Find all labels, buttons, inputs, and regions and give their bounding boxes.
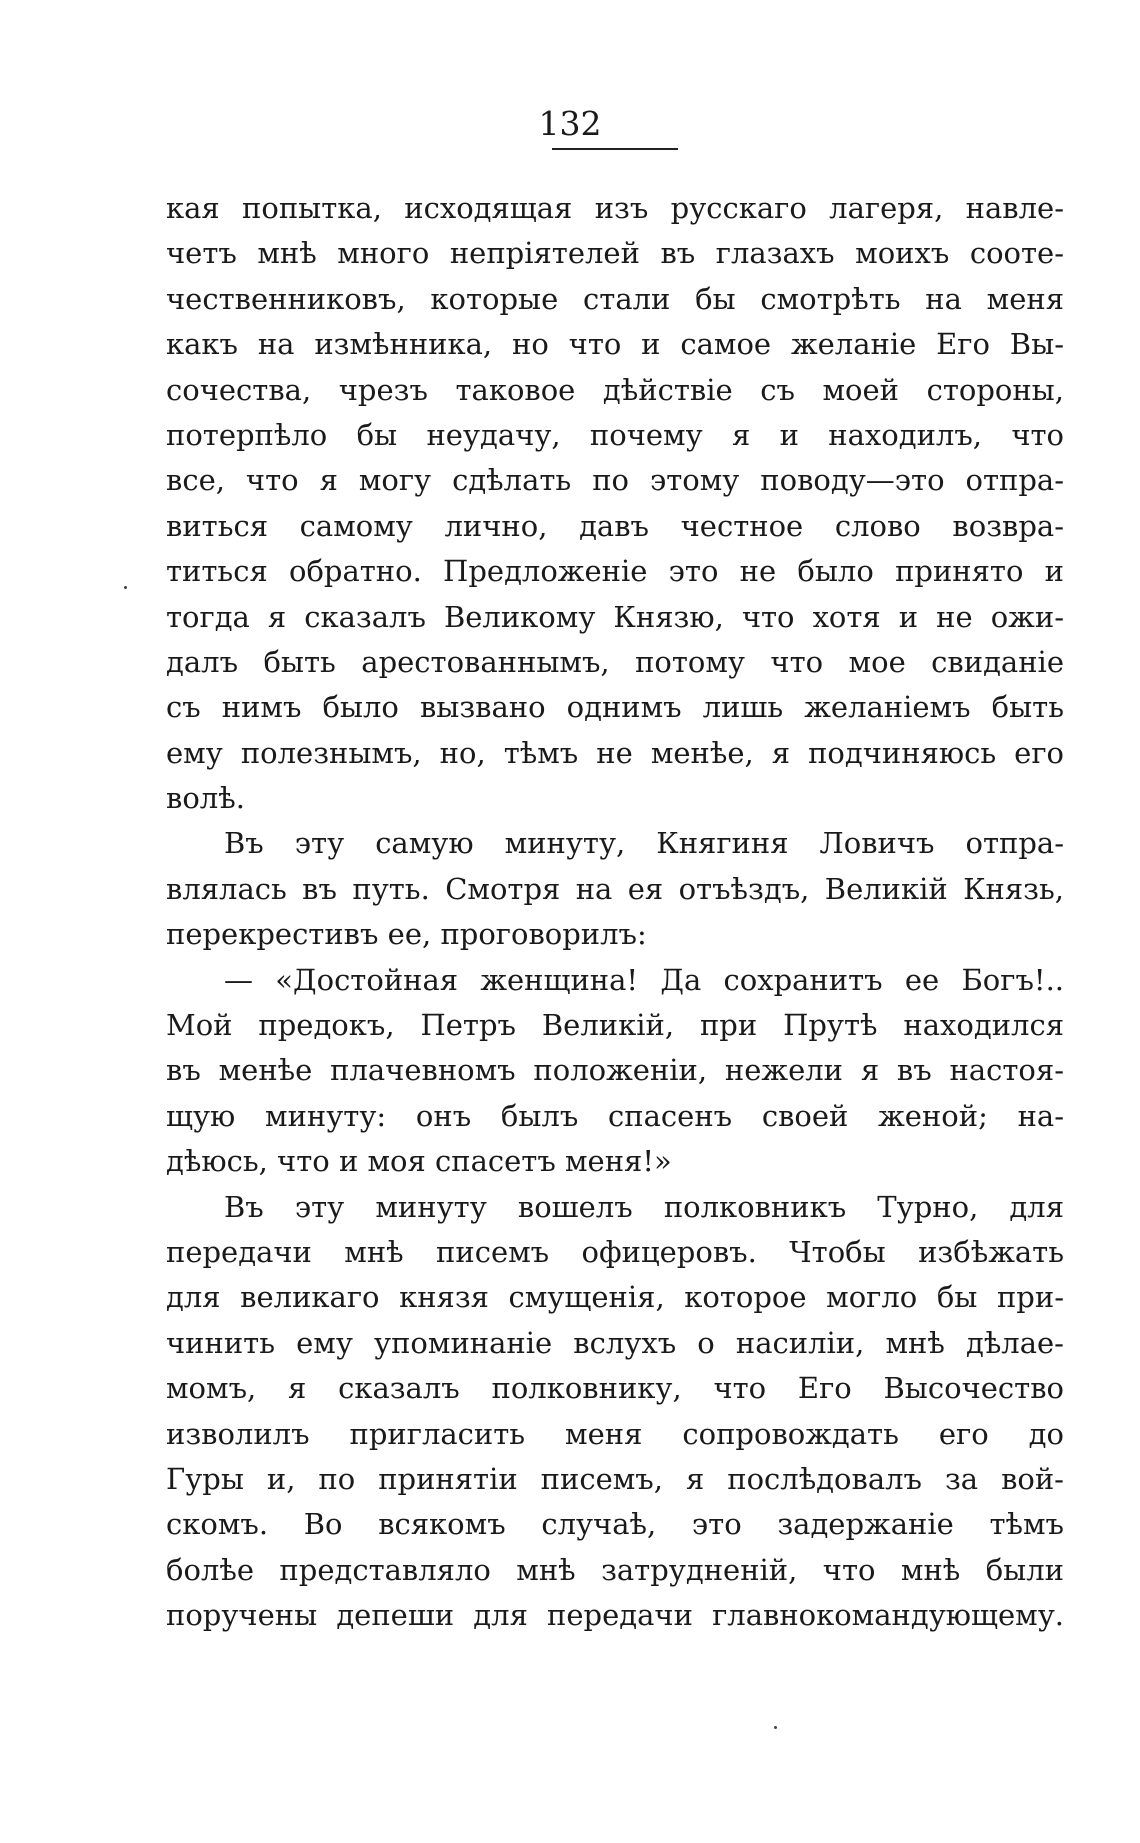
- text-line: Мой предокъ, Петръ Великій, при Прутѣ находился: [166, 1008, 1064, 1043]
- text-line: титься обратно. Предложеніе это не было принято и: [166, 554, 1064, 589]
- text-line: кая попытка, исходящая изъ русскаго лагеря, навле-: [166, 191, 1064, 225]
- body-text: [166, 186, 1064, 1639]
- paragraph: [166, 958, 1064, 1185]
- text-line: момъ, я сказалъ полковнику, что Его Высочество: [166, 1371, 1064, 1406]
- text-line: сочества, чрезъ таковое дѣйствіе съ моей стороны,: [166, 372, 1064, 407]
- paragraph: [166, 821, 1064, 957]
- print-speck: [774, 1726, 777, 1729]
- text-line: дѣюсь, что и моя спасетъ меня!»: [166, 1144, 672, 1179]
- text-line: Гуры и, по принятіи писемъ, я послѣдовалъ за вой-: [166, 1461, 1064, 1496]
- text-line: болѣе представляло мнѣ затрудненій, что мнѣ были: [166, 1552, 1064, 1587]
- text-line: въ менѣе плачевномъ положеніи, нежели я въ настоя-: [166, 1053, 1064, 1088]
- paragraph: [166, 1185, 1064, 1639]
- text-line: Въ эту минуту вошелъ полковникъ Турно, для: [224, 1189, 1064, 1224]
- text-line: виться самому лично, давъ честное слово возвра-: [166, 508, 1064, 543]
- text-line: — «Достойная женщина! Да сохранитъ ее Богъ!..: [224, 962, 1064, 997]
- text-line: тогда я сказалъ Великому Князю, что хотя и не ожи-: [166, 599, 1064, 634]
- paragraph: [166, 186, 1064, 821]
- text-line: чинить ему упоминаніе вслухъ о насиліи, мнѣ дѣлае-: [166, 1325, 1064, 1360]
- text-line: съ нимъ было вызвано однимъ лишь желаніемъ быть: [166, 690, 1064, 725]
- text-line: Въ эту самую минуту, Княгиня Ловичъ отпра-: [224, 826, 1064, 861]
- text-line: потерпѣло бы неудачу, почему я и находилъ, что: [166, 417, 1064, 452]
- text-line: все, что я могу сдѣлать по этому поводу—это отпра-: [166, 463, 1064, 498]
- text-line: волѣ.: [166, 781, 245, 816]
- text-line: изволилъ пригласить меня сопровождать его до: [166, 1416, 1064, 1451]
- text-line: щую минуту: онъ былъ спасенъ своей женой; на-: [166, 1098, 1064, 1133]
- text-line: какъ на измѣнника, но что и самое желаніе Его Вы-: [166, 327, 1064, 362]
- text-line: чественниковъ, которые стали бы смотрѣть на меня: [166, 281, 1064, 316]
- text-line: скомъ. Во всякомъ случаѣ, это задержаніе тѣмъ: [166, 1507, 1064, 1542]
- text-line: четъ мнѣ много непріятелей въ глазахъ моихъ сооте-: [166, 236, 1064, 271]
- text-line: влялась въ путь. Смотря на ея отъѣздъ, Великій Князь,: [166, 871, 1064, 906]
- text-line: передачи мнѣ писемъ офицеровъ. Чтобы избѣжать: [166, 1234, 1064, 1269]
- text-line: перекрестивъ ее, проговорилъ:: [166, 917, 647, 952]
- print-speck: [124, 586, 127, 589]
- text-line: ему полезнымъ, но, тѣмъ не менѣе, я подчиняюсь его: [166, 735, 1064, 770]
- page-number-rule: [552, 148, 678, 150]
- text-line: для великаго князя смущенія, которое могло бы при-: [166, 1280, 1064, 1315]
- page-number: 132: [538, 104, 602, 143]
- text-line: поручены депеши для передачи главнокомандующему.: [166, 1598, 1064, 1633]
- text-line: далъ быть арестованнымъ, потому что мое свиданіе: [166, 644, 1064, 679]
